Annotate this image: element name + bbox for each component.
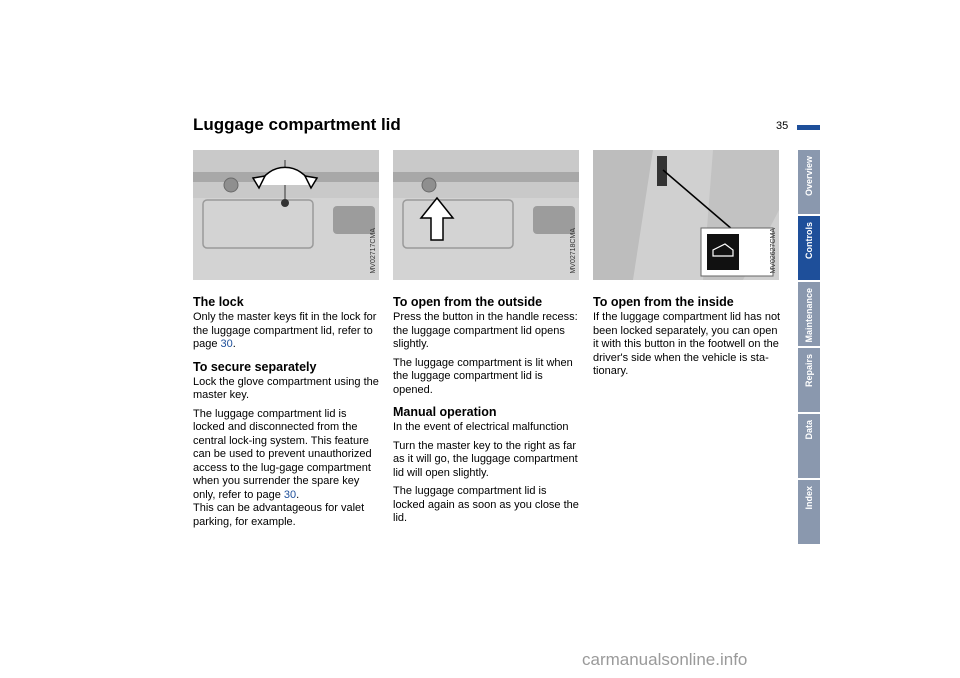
tab-maintenance[interactable] bbox=[798, 282, 820, 346]
trunk-release-button-icon bbox=[593, 150, 779, 280]
page-number: 35 bbox=[776, 120, 789, 132]
tab-index[interactable] bbox=[798, 480, 820, 544]
paragraph-manual-3: The luggage compartment lid is locked again as soon as you close the lid. bbox=[393, 485, 579, 524]
paragraph-secure-1: Lock the glove compartment using the master key. bbox=[193, 375, 379, 401]
tab-label: Data bbox=[804, 420, 814, 440]
column-open-outside bbox=[393, 295, 581, 531]
page-link[interactable]: 30 bbox=[220, 338, 233, 350]
figure-code: MV02718CMA bbox=[570, 228, 577, 274]
page-title: Luggage compartment lid bbox=[193, 115, 401, 134]
page-accent-bar bbox=[797, 125, 820, 130]
heading-secure-separately: To secure separately bbox=[193, 359, 317, 374]
figure-trunk-lock bbox=[193, 150, 379, 280]
tab-controls[interactable] bbox=[798, 216, 820, 280]
paragraph-manual-1: In the event of electrical malfunction bbox=[393, 421, 569, 433]
paragraph-lock: Only the master keys fit in the lock for the luggage compartment lid, refer to page 30. bbox=[193, 311, 377, 350]
figure-inside-button bbox=[593, 150, 779, 280]
heading-manual-operation: Manual operation bbox=[393, 405, 497, 419]
tab-data[interactable] bbox=[798, 414, 820, 478]
figure-outside-button bbox=[393, 150, 579, 280]
tab-label: Index bbox=[804, 486, 814, 510]
tab-label: Overview bbox=[804, 156, 814, 197]
tab-label: Maintenance bbox=[804, 288, 814, 343]
lock-turn-arrows-icon bbox=[193, 150, 379, 280]
tab-overview[interactable] bbox=[798, 150, 820, 214]
paragraph-outside-1: Press the button in the handle recess: the luggage compartment lid opens slightly. bbox=[393, 311, 578, 350]
tab-label: Repairs bbox=[804, 354, 814, 388]
watermark: carmanualsonline.info bbox=[582, 650, 748, 669]
column-lock bbox=[193, 295, 381, 534]
paragraph-secure-3: This can be advantageous for valet parking, for example. bbox=[193, 502, 365, 528]
heading-the-lock: The lock bbox=[193, 295, 244, 309]
page-link[interactable]: 30 bbox=[283, 488, 297, 501]
tab-label: Controls bbox=[804, 222, 814, 259]
figure-code: MV02717CMA bbox=[370, 228, 377, 274]
paragraph-inside: If the luggage compartment lid has not been locked separately, you can open it with this button in the footwell on the driver's side when the vehicle is sta-tionary. bbox=[593, 311, 781, 377]
paragraph-secure-2: The luggage compartment lid is locked and disconnected from the central lock-ing system. This feature can be used to prevent unauthorized access to the lug-gage compartment when you surrender the spare key only, refer to page 30. bbox=[193, 407, 372, 501]
column-open-inside bbox=[593, 295, 781, 384]
heading-open-outside: To open from the outside bbox=[393, 295, 543, 309]
tab-repairs[interactable] bbox=[798, 348, 820, 412]
heading-open-inside: To open from the inside bbox=[593, 295, 734, 309]
paragraph-outside-2: The luggage compartment is lit when the luggage compartment lid is opened. bbox=[393, 356, 573, 396]
press-up-arrow-icon bbox=[393, 150, 579, 280]
paragraph-manual-2: Turn the master key to the right as far as it will go, the luggage compartment lid will open slightly. bbox=[393, 439, 578, 479]
figure-code: MV02627CMA bbox=[770, 228, 777, 274]
